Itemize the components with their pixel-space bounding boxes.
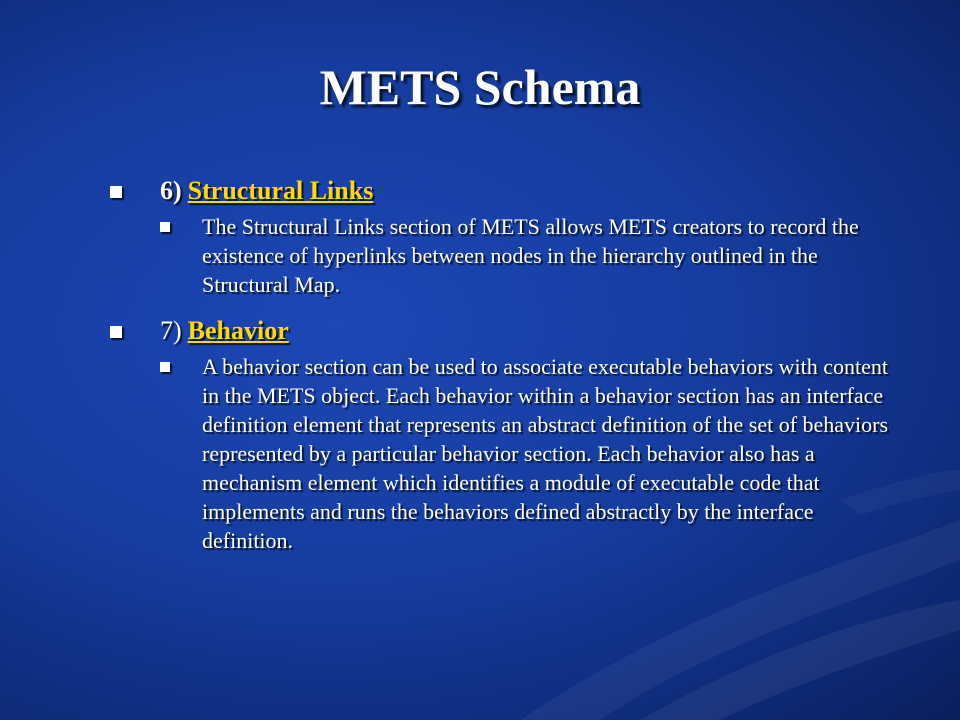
section-description-structural-links xyxy=(160,212,910,299)
section-item-behavior xyxy=(110,312,910,350)
slide-content xyxy=(110,172,910,555)
square-bullet-icon xyxy=(160,362,170,372)
section-item-structural-links xyxy=(110,172,910,210)
description-text: A behavior section can be used to associate executable behaviors with content in the METS object. Each behavior within a behavior section has an interface definition element that represents an abstract definition of the set of behaviors represented by a particular behavior section. Each behavior also has a mechanism element which identifies a module of executable code that implements and runs the behaviors defined abstractly by the interface definition. xyxy=(202,354,889,553)
behavior-link[interactable]: Behavior xyxy=(187,316,289,345)
section-description-behavior xyxy=(160,352,910,555)
section-number: 6) xyxy=(160,176,182,205)
description-text: The Structural Links section of METS allows METS creators to record the existence of hyperlinks between nodes in the hierarchy outlined in the Structural Map. xyxy=(202,214,859,297)
square-bullet-icon xyxy=(110,326,122,338)
section-number: 7) xyxy=(160,316,182,345)
square-bullet-icon xyxy=(110,186,122,198)
square-bullet-icon xyxy=(160,222,170,232)
slide-title: METS Schema xyxy=(319,59,641,115)
structural-links-link[interactable]: Structural Links xyxy=(187,176,374,205)
